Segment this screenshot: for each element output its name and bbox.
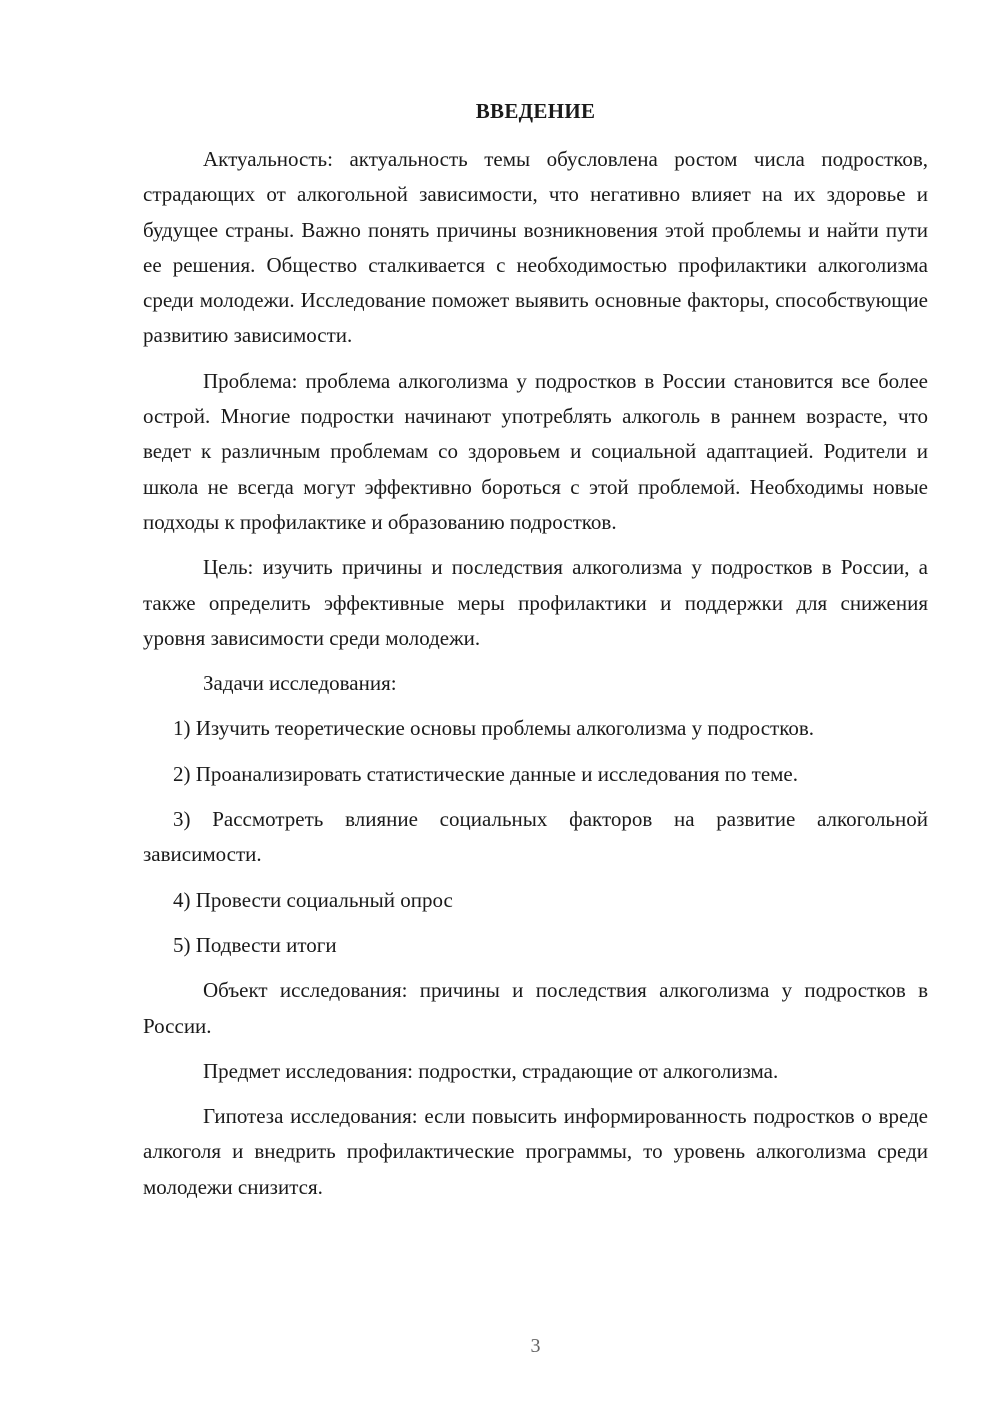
- task-item-4: 4) Провести социальный опрос: [173, 887, 453, 912]
- paragraph-hypothesis: Гипотеза исследования: если повысить информированность подростков о вреде алкоголя и внедрить профилактические программы, то уровень алкоголизма среди молодежи снизится.: [143, 1104, 928, 1199]
- paragraph-goal: Цель: изучить причины и последствия алкоголизма у подростков в России, а также определить эффективные меры профилактики и поддержки для снижения уровня зависимости среди молодежи.: [143, 555, 928, 650]
- section-heading: ВВЕДЕНИЕ: [475, 99, 596, 123]
- task-item-2: 2) Проанализировать статистические данные и исследования по теме.: [173, 761, 798, 786]
- task-item-3: 3) Рассмотреть влияние социальных факторов на развитие алкогольной зависимости.: [143, 807, 928, 867]
- paragraph-problem: Проблема: проблема алкоголизма у подростков в России становится все более острой. Многие подростки начинают употреблять алкоголь в раннем возрасте, что ведет к различным проблемам со здоровьем и социальной адаптацией. Родители и школа не всегда могут эффективно бороться с этой проблемой. Необходимы новые подходы к профилактике и образованию подростков.: [143, 368, 928, 534]
- page-number: 3: [530, 1335, 541, 1357]
- task-item-1: 1) Изучить теоретические основы проблемы алкоголизма у подростков.: [173, 716, 815, 741]
- paragraph-object: Объект исследования: причины и последствия алкоголизма у подростков в России.: [143, 978, 928, 1038]
- paragraph-subject: Предмет исследования: подростки, страдающие от алкоголизма.: [203, 1058, 779, 1083]
- task-item-5: 5) Подвести итоги: [173, 932, 337, 957]
- paragraph-relevance: Актуальность: актуальность темы обусловлена ростом числа подростков, страдающих от алкогольной зависимости, что негативно влияет на их здоровье и будущее страны. Важно понять причины возникновения этой проблемы и найти пути ее решения. Общество сталкивается с необходимостью профилактики алкоголизма среди молодежи. Исследование поможет выявить основные факторы, способствующие развитию зависимости.: [143, 147, 928, 348]
- paragraph-tasks-heading: Задачи исследования:: [203, 671, 397, 696]
- document-body: [143, 142, 928, 1215]
